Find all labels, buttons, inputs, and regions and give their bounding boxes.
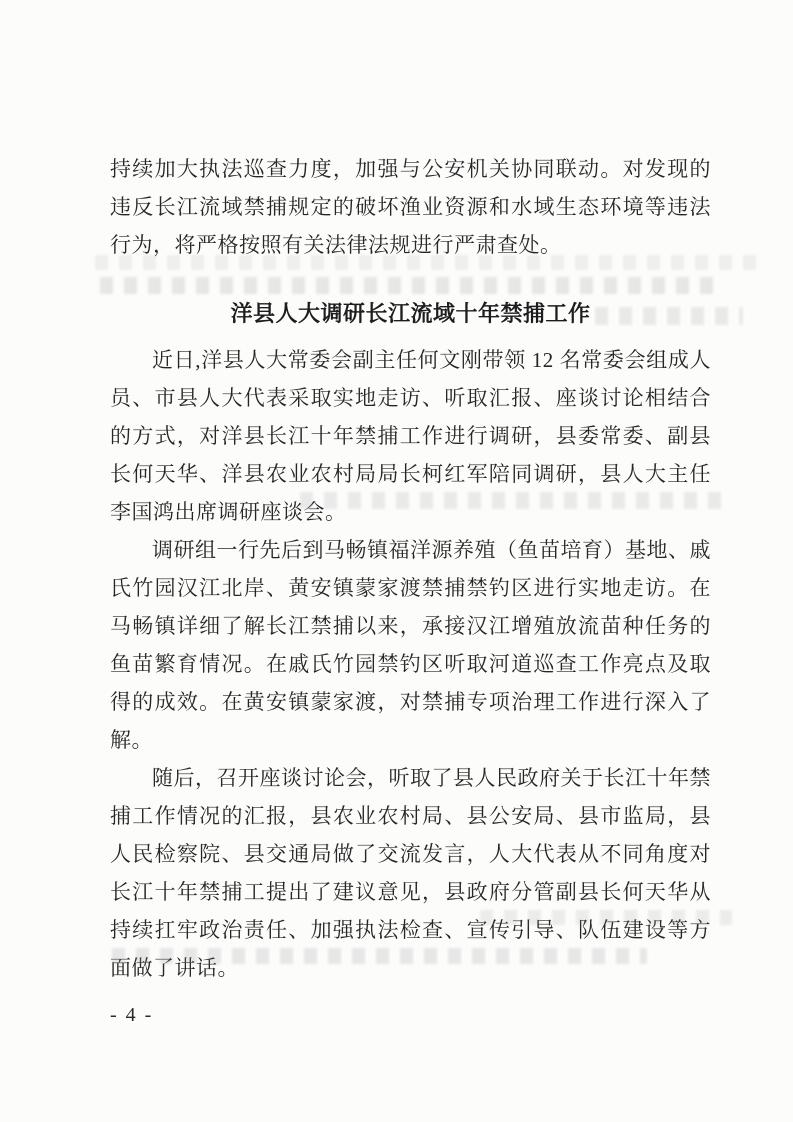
bleedthrough-artifact <box>595 307 743 325</box>
bleedthrough-artifact <box>100 277 720 294</box>
page-number: - 4 - <box>110 1004 154 1026</box>
article-paragraph-3: 随后，召开座谈讨论会，听取了县人民政府关于长江十年禁捕工作情况的汇报，县农业农村局、县公安局、县市监局，县人民检察院、县交通局做了交流发言，人大代表从不同角度对长江十年禁捕工提出了建议意见，县政府分管副县长何天华从持续扛牢政治责任、加强执法检查、宣传引导、队伍建设等方面做了讲话。 <box>110 766 711 980</box>
bleedthrough-artifact <box>95 255 760 270</box>
bleedthrough-artifact <box>300 492 730 509</box>
bleedthrough-artifact <box>480 910 732 925</box>
article-paragraph-1: 近日,洋县人大常委会副主任何文刚带领 12 名常委会组成人员、市县人大代表采取实地走访、听取汇报、座谈讨论相结合的方式，对洋县长江十年禁捕工作进行调研，县委常委、副县长何天华、洋县农业农村局局长柯红军陪同调研，县人大主任李国鸿出席调研座谈会。 <box>110 348 711 524</box>
bleedthrough-artifact <box>112 948 647 964</box>
article-title: 洋县人大调研长江流域十年禁捕工作 <box>230 301 591 326</box>
text-column <box>110 150 711 987</box>
continuation-paragraph: 持续加大执法巡查力度，加强与公安机关协同联动。对发现的违反长江流域禁捕规定的破坏渔业资源和水域生态环境等违法行为，将严格按照有关法律法规进行严肃查处。 <box>110 157 711 257</box>
article-paragraph-2: 调研组一行先后到马畅镇福洋源养殖（鱼苗培育）基地、戚氏竹园汉江北岸、黄安镇蒙家渡禁捕禁钓区进行实地走访。在马畅镇详细了解长江禁捕以来，承接汉江增殖放流苗种任务的鱼苗繁育情况。在戚氏竹园禁钓区听取河道巡查工作亮点及取得的成效。在黄安镇蒙家渡，对禁捕专项治理工作进行深入了解。 <box>110 538 711 752</box>
